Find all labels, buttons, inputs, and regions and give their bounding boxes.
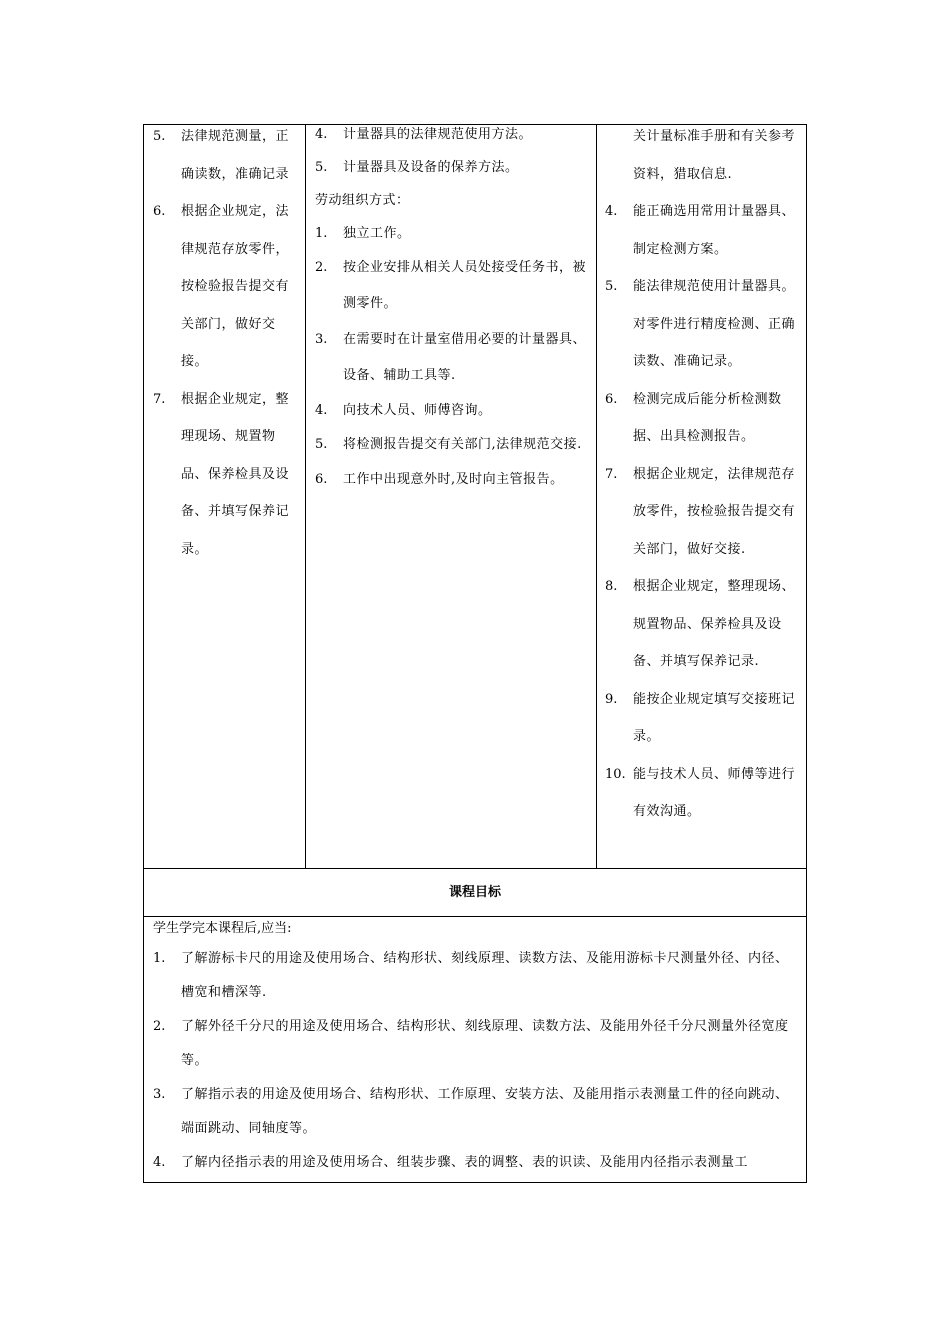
list-item	[315, 250, 591, 322]
list-item	[605, 681, 801, 756]
list-item-continued	[605, 118, 801, 193]
item-number: 5.	[153, 129, 166, 144]
item-text: 计量器具及设备的保养方法。	[343, 160, 519, 175]
work-steps-column	[153, 118, 299, 568]
list-item	[153, 1078, 801, 1146]
goals-intro: 学生学完本课程后,应当:	[153, 921, 292, 936]
item-number: 1.	[153, 951, 166, 966]
item-text: 计量器具的法律规范使用方法。	[343, 127, 533, 142]
item-number: 4.	[153, 1155, 166, 1170]
list-item	[605, 756, 801, 831]
item-text: 根据企业规定，整理现场、规置物品、保养检具及设备、并填写保养记录。	[181, 391, 290, 557]
item-number: 6.	[315, 472, 328, 487]
ability-column	[605, 118, 801, 831]
item-text: 了解指示表的用途及使用场合、结构形状、工作原理、安装方法、及能用指示表测量工件的径向跳动、端面跳动、同轴度等。	[181, 1087, 789, 1136]
item-number: 5.	[315, 437, 328, 452]
list-item	[315, 151, 591, 184]
item-text: 能与技术人员、师傅等进行有效沟通。	[633, 766, 796, 819]
list-item	[315, 463, 591, 496]
item-text: 在需要时在计量室借用必要的计量器具、设备、辅助工具等.	[343, 332, 587, 383]
knowledge-column	[315, 118, 591, 496]
item-number: 4.	[315, 127, 328, 142]
list-item	[153, 1010, 801, 1078]
column-divider	[596, 124, 597, 869]
item-text: 根据企业规定，法律规范存放零件，按检验报告提交有关部门，做好交接.	[633, 466, 796, 557]
item-text: 向技术人员、师傅咨询。	[343, 403, 492, 418]
item-number: 7.	[605, 466, 618, 482]
item-number: 7.	[153, 391, 166, 407]
item-text: 工作中出现意外时,及时向主管报告。	[343, 472, 564, 487]
item-text: 能按企业规定填写交接班记录。	[633, 691, 796, 744]
list-item	[153, 1146, 801, 1180]
section-title: 课程目标	[448, 885, 501, 900]
list-item	[315, 322, 591, 394]
list-item	[605, 193, 801, 268]
item-number: 6.	[153, 204, 166, 219]
item-number: 4.	[315, 403, 328, 418]
item-number: 8.	[605, 579, 618, 594]
item-number: 1.	[315, 226, 328, 241]
item-text: 独立工作。	[343, 226, 411, 241]
item-text: 将检测报告提交有关部门,法律规范交接.	[343, 437, 582, 452]
item-text: 了解游标卡尺的用途及使用场合、结构形状、刻线原理、读数方法、及能用游标卡尺测量外径、内径、槽宽和槽深等.	[181, 951, 789, 1000]
list-item	[605, 381, 801, 456]
item-text: 关计量标准手册和有关参考资料，猎取信息.	[633, 129, 796, 182]
item-number: 2.	[153, 1019, 166, 1034]
row-divider	[143, 868, 807, 869]
list-item	[153, 942, 801, 1010]
item-number: 6.	[605, 391, 618, 407]
list-item	[605, 456, 801, 569]
list-item	[315, 394, 591, 427]
item-text: 根据企业规定，法律规范存放零件，按检验报告提交有关部门，做好交接。	[181, 204, 290, 369]
item-text: 根据企业规定，整理现场、规置物品、保养检具及设备、并填写保养记录.	[633, 579, 796, 669]
list-item	[315, 427, 591, 463]
item-text: 了解外径千分尺的用途及使用场合、结构形状、刻线原理、读数方法、及能用外径千分尺测量外径宽度等。	[181, 1019, 789, 1068]
section-heading: 劳动组织方式：	[315, 193, 410, 208]
item-number: 9.	[605, 691, 618, 707]
item-text: 了解内径指示表的用途及使用场合、组装步骤、表的调整、表的识读、及能用内径指示表测量工	[181, 1155, 749, 1170]
item-number: 5.	[605, 279, 618, 294]
item-text: 能法律规范使用计量器具。对零件进行精度检测、正确读数、准确记录。	[633, 279, 796, 369]
item-number: 2.	[315, 260, 328, 275]
list-item	[605, 268, 801, 381]
item-number: 10.	[605, 766, 626, 782]
list-item	[153, 118, 299, 193]
item-text: 能正确选用常用计量器具、制定检测方案。	[633, 204, 796, 257]
item-text: 法律规范测量，正确读数，准确记录	[181, 129, 290, 182]
list-item	[153, 193, 299, 381]
item-number: 3.	[153, 1087, 166, 1102]
item-text: 按企业安排从相关人员处接受任务书，被测零件。	[343, 260, 587, 311]
column-divider	[305, 124, 306, 869]
item-number: 5.	[315, 160, 328, 175]
course-goals	[153, 916, 801, 1180]
item-number: 4.	[605, 204, 618, 219]
item-number: 3.	[315, 332, 328, 347]
list-item	[605, 568, 801, 681]
list-item	[315, 118, 591, 151]
list-item	[153, 381, 299, 569]
item-text: 检测完成后能分析检测数据、出具检测报告。	[633, 391, 782, 444]
list-item	[315, 217, 591, 250]
